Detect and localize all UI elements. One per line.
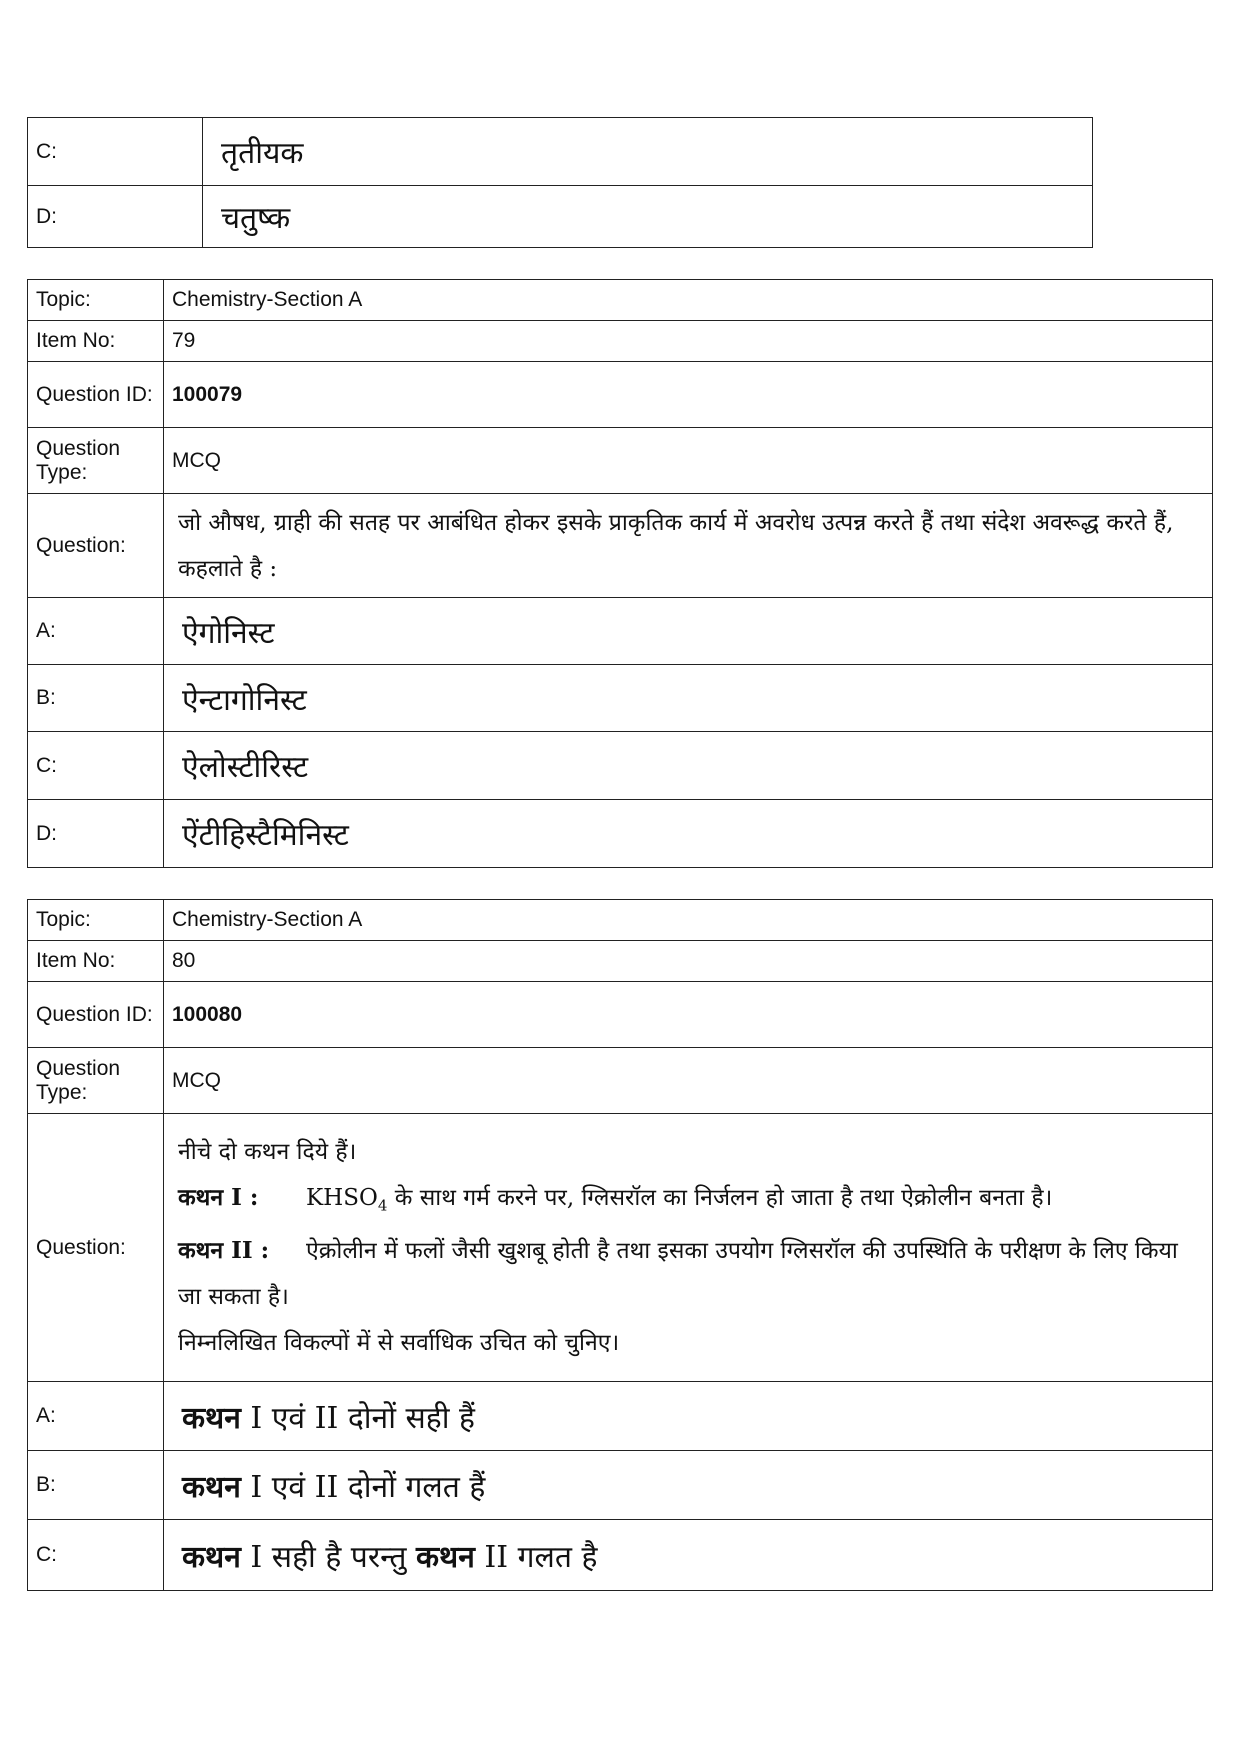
question-id-value: 100080: [164, 982, 1213, 1048]
option-text: [164, 1520, 1213, 1591]
statement-word: कथन: [416, 1539, 475, 1575]
question-type-label: Question Type:: [28, 1048, 164, 1114]
item-no-label: Item No:: [28, 941, 164, 982]
question-label: Question:: [28, 494, 164, 598]
statement-word: कथन: [182, 1469, 241, 1505]
question-id-label: Question ID:: [28, 982, 164, 1048]
question-id-value: 100079: [164, 362, 1213, 428]
topic-value: Chemistry-Section A: [164, 280, 1213, 321]
option-label: A:: [28, 1382, 164, 1451]
option-label: C:: [28, 1520, 164, 1591]
statement-word: कथन: [182, 1539, 241, 1575]
option-text: ऐगोनिस्ट: [164, 598, 1213, 665]
question-type-value: MCQ: [164, 428, 1213, 494]
statement-2-text: ऐक्रोलीन में फलों जैसी खुशबू होती है तथा इसका उपयोग ग्लिसरॉल की उपस्थिति के परीक्षण के लिए किया जा सकता है।: [178, 1238, 1178, 1311]
item-no-value: 80: [164, 941, 1213, 982]
question-id-label: Question ID:: [28, 362, 164, 428]
option-text: तृतीयक: [203, 118, 1093, 186]
option-text: ऐंटीहिस्टैमिनिस्ट: [164, 800, 1213, 868]
option-rest: I एवं II दोनों गलत हैं: [250, 1469, 486, 1505]
question-text: [164, 1114, 1213, 1382]
statement-word: कथन: [182, 1400, 241, 1436]
option-label: B:: [28, 665, 164, 732]
formula-subscript: 4: [377, 1196, 388, 1215]
topic-label: Topic:: [28, 280, 164, 321]
prev-question-options-table: [27, 117, 1093, 248]
question-label: Question:: [28, 1114, 164, 1382]
statement-2-label: कथन II :: [178, 1237, 270, 1265]
option-text: [164, 1382, 1213, 1451]
question-intro: नीचे दो कथन दिये हैं।: [178, 1138, 357, 1165]
option-label: D:: [28, 186, 203, 248]
option-label: D:: [28, 800, 164, 868]
formula: KHSO: [306, 1184, 378, 1211]
topic-value: Chemistry-Section A: [164, 900, 1213, 941]
statement-1: [178, 1175, 1200, 1229]
option-middle: I सही है परन्तु: [250, 1539, 407, 1575]
option-text: [164, 1451, 1213, 1520]
statement-2: [178, 1228, 1200, 1320]
option-label: C:: [28, 118, 203, 186]
option-label: B:: [28, 1451, 164, 1520]
question-type-label: Question Type:: [28, 428, 164, 494]
option-label: C:: [28, 732, 164, 800]
question-type-value: MCQ: [164, 1048, 1213, 1114]
statement-1-label: कथन I :: [178, 1183, 259, 1211]
option-text: ऐलोस्टीरिस्ट: [164, 732, 1213, 800]
question-table-79: [27, 279, 1213, 868]
question-table-80: [27, 899, 1213, 1591]
option-rest: II गलत है: [484, 1539, 598, 1575]
option-label: A:: [28, 598, 164, 665]
statement-1-text: के साथ गर्म करने पर, ग्लिसरॉल का निर्जलन हो जाता है तथा ऐक्रोलीन बनता है।: [394, 1184, 1053, 1211]
question-text: जो औषध, ग्राही की सतह पर आबंधित होकर इसके प्राकृतिक कार्य में अवरोध उत्पन्न करते हैं तथा संदेश अवरूद्ध करते हैं, कहलाते है :: [164, 494, 1213, 598]
option-text: चतुष्क: [203, 186, 1093, 248]
option-rest: I एवं II दोनों सही हैं: [250, 1400, 475, 1436]
item-no-label: Item No:: [28, 321, 164, 362]
question-outro: निम्नलिखित विकल्पों में से सर्वाधिक उचित को चुनिए।: [178, 1330, 620, 1357]
option-text: ऐन्टागोनिस्ट: [164, 665, 1213, 732]
item-no-value: 79: [164, 321, 1213, 362]
topic-label: Topic:: [28, 900, 164, 941]
